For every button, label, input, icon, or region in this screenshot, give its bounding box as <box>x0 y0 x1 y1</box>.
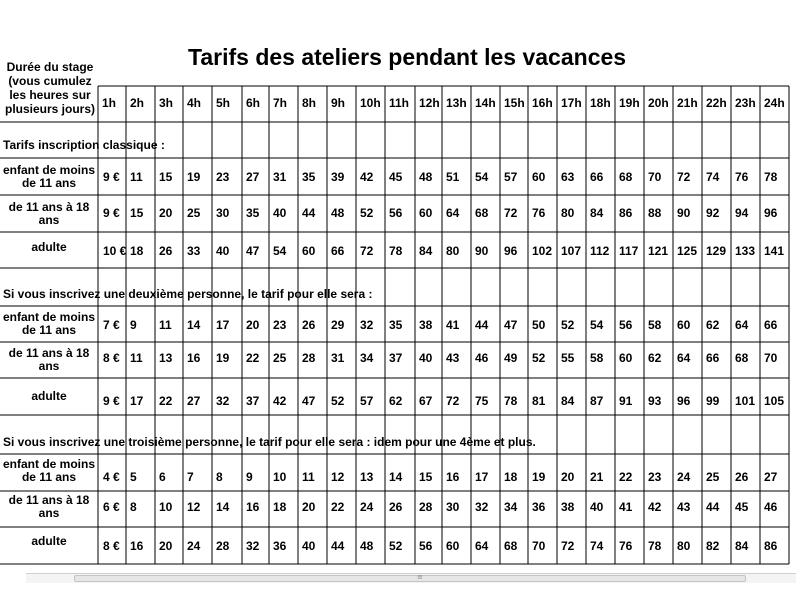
price-cell: 20 <box>246 318 260 332</box>
price-cell: 24 <box>677 470 691 484</box>
price-cell: 63 <box>561 170 575 184</box>
price-cell: 37 <box>246 394 260 408</box>
price-cell: 68 <box>735 351 749 365</box>
price-cell: 28 <box>302 351 316 365</box>
price-cell: 17 <box>216 318 230 332</box>
price-cell: 10 € <box>103 244 127 258</box>
price-cell: 11 <box>302 470 315 484</box>
price-cell: 84 <box>419 244 433 258</box>
price-cell: 81 <box>532 394 546 408</box>
price-cell: 76 <box>532 206 546 220</box>
price-cell: 21 <box>590 470 604 484</box>
price-cell: 62 <box>706 318 720 332</box>
hour-header: 21h <box>677 96 698 110</box>
hour-header: 18h <box>590 96 611 110</box>
price-cell: 72 <box>446 394 460 408</box>
price-cell: 66 <box>706 351 720 365</box>
price-cell: 14 <box>187 318 201 332</box>
price-cell: 91 <box>619 394 633 408</box>
price-cell: 47 <box>302 394 316 408</box>
price-cell: 49 <box>504 351 518 365</box>
page-title: Tarifs des ateliers pendant les vacances <box>188 44 627 70</box>
price-cell: 34 <box>360 351 374 365</box>
price-cell: 38 <box>561 500 575 514</box>
price-cell: 129 <box>706 244 727 258</box>
price-cell: 37 <box>389 351 403 365</box>
price-cell: 32 <box>246 539 260 553</box>
duration-label: Durée du stage (vous cumulez les heures sur plusieurs jours) <box>4 60 96 116</box>
price-cell: 68 <box>475 206 489 220</box>
price-cell: 30 <box>446 500 460 514</box>
row-label: adulte <box>31 534 67 548</box>
price-cell: 56 <box>419 539 433 553</box>
price-cell: 7 <box>187 470 194 484</box>
price-cell: 58 <box>590 351 604 365</box>
price-cell: 86 <box>619 206 633 220</box>
section-heading: Si vous inscrivez une deuxième personne, le tarif pour elle sera : <box>3 287 373 301</box>
price-cell: 11 <box>130 170 143 184</box>
price-cell: 42 <box>648 500 662 514</box>
price-cell: 41 <box>446 318 460 332</box>
section-heading: Si vous inscrivez une troisième personne, le tarif pour elle sera : idem pour une 4ème et plus. <box>3 435 536 449</box>
price-cell: 11 <box>159 318 172 332</box>
hour-header: 10h <box>360 96 381 110</box>
price-cell: 64 <box>677 351 691 365</box>
price-cell: 26 <box>159 244 173 258</box>
price-cell: 72 <box>561 539 575 553</box>
price-cell: 66 <box>590 170 604 184</box>
price-cell: 38 <box>419 318 433 332</box>
price-cell: 46 <box>475 351 489 365</box>
price-cell: 8 € <box>103 539 120 553</box>
price-cell: 133 <box>735 244 756 258</box>
price-cell: 66 <box>331 244 345 258</box>
price-cell: 8 <box>130 500 137 514</box>
price-cell: 70 <box>764 351 778 365</box>
price-cell: 19 <box>187 170 201 184</box>
price-cell: 60 <box>446 539 460 553</box>
price-cell: 48 <box>331 206 345 220</box>
hour-header: 1h <box>102 96 117 110</box>
price-cell: 54 <box>475 170 489 184</box>
hour-header: 12h <box>419 96 440 110</box>
price-cell: 32 <box>475 500 489 514</box>
price-cell: 72 <box>360 244 374 258</box>
price-cell: 10 <box>273 470 287 484</box>
price-cell: 43 <box>677 500 691 514</box>
price-cell: 101 <box>735 394 756 408</box>
hour-header: 15h <box>504 96 525 110</box>
price-cell: 44 <box>302 206 316 220</box>
hour-header: 2h <box>130 96 145 110</box>
hour-header: 23h <box>735 96 756 110</box>
row-label: de 11 ans à 18 ans <box>8 346 90 373</box>
hour-header: 14h <box>475 96 496 110</box>
price-cell: 40 <box>216 244 230 258</box>
price-cell: 15 <box>159 170 173 184</box>
price-cell: 90 <box>677 206 691 220</box>
price-cell: 74 <box>590 539 604 553</box>
price-cell: 78 <box>389 244 403 258</box>
price-cell: 11 <box>130 351 143 365</box>
price-cell: 78 <box>648 539 662 553</box>
price-cell: 99 <box>706 394 720 408</box>
price-cell: 60 <box>302 244 316 258</box>
price-cell: 44 <box>331 539 345 553</box>
row-label: adulte <box>31 389 67 403</box>
price-cell: 70 <box>648 170 662 184</box>
row-label: de 11 ans à 18 ans <box>8 493 90 520</box>
price-cell: 12 <box>187 500 201 514</box>
price-cell: 16 <box>246 500 260 514</box>
price-cell: 56 <box>389 206 403 220</box>
price-cell: 16 <box>187 351 201 365</box>
price-cell: 51 <box>446 170 460 184</box>
price-cell: 125 <box>677 244 698 258</box>
price-cell: 29 <box>331 318 345 332</box>
price-cell: 22 <box>331 500 345 514</box>
row-label: enfant de moins de 11 ans <box>2 163 95 190</box>
price-cell: 52 <box>532 351 546 365</box>
price-cell: 64 <box>475 539 489 553</box>
price-cell: 52 <box>360 206 374 220</box>
price-cell: 8 <box>216 470 223 484</box>
price-cell: 50 <box>532 318 546 332</box>
price-cell: 9 € <box>103 170 120 184</box>
price-cell: 7 € <box>103 318 120 332</box>
price-cell: 18 <box>504 470 518 484</box>
hour-header: 13h <box>446 96 467 110</box>
price-cell: 67 <box>419 394 433 408</box>
price-cell: 22 <box>246 351 260 365</box>
price-cell: 16 <box>130 539 144 553</box>
price-cell: 102 <box>532 244 553 258</box>
price-cell: 19 <box>216 351 230 365</box>
price-cell: 52 <box>389 539 403 553</box>
price-cell: 121 <box>648 244 669 258</box>
price-cell: 96 <box>677 394 691 408</box>
price-cell: 32 <box>216 394 230 408</box>
price-cell: 5 <box>130 470 137 484</box>
hour-header: 9h <box>331 96 346 110</box>
price-cell: 92 <box>706 206 720 220</box>
price-cell: 6 € <box>103 500 120 514</box>
price-cell: 31 <box>273 170 287 184</box>
price-cell: 57 <box>504 170 518 184</box>
price-cell: 31 <box>331 351 345 365</box>
price-cell: 28 <box>216 539 230 553</box>
price-cell: 117 <box>619 244 639 258</box>
price-cell: 35 <box>246 206 260 220</box>
price-cell: 18 <box>130 244 144 258</box>
hour-header: 11h <box>389 96 410 110</box>
price-cell: 20 <box>159 539 173 553</box>
price-cell: 74 <box>706 170 720 184</box>
price-cell: 46 <box>764 500 778 514</box>
price-cell: 55 <box>561 351 575 365</box>
price-cell: 35 <box>389 318 403 332</box>
price-cell: 60 <box>619 351 633 365</box>
price-cell: 32 <box>360 318 374 332</box>
price-cell: 13 <box>360 470 374 484</box>
price-cell: 54 <box>590 318 604 332</box>
scrollbar-thumb[interactable] <box>74 575 746 582</box>
price-cell: 78 <box>764 170 778 184</box>
price-cell: 4 € <box>103 470 120 484</box>
price-cell: 12 <box>331 470 345 484</box>
price-cell: 94 <box>735 206 749 220</box>
price-cell: 22 <box>159 394 173 408</box>
price-cell: 60 <box>532 170 546 184</box>
price-cell: 9 <box>246 470 253 484</box>
price-cell: 40 <box>419 351 433 365</box>
price-cell: 52 <box>331 394 345 408</box>
price-cell: 17 <box>475 470 489 484</box>
price-cell: 27 <box>764 470 778 484</box>
price-cell: 9 <box>130 318 137 332</box>
price-cell: 25 <box>706 470 720 484</box>
price-cell: 68 <box>619 170 633 184</box>
row-label: enfant de moins de 11 ans <box>2 457 95 484</box>
price-cell: 30 <box>216 206 230 220</box>
price-cell: 76 <box>735 170 749 184</box>
price-cell: 14 <box>216 500 230 514</box>
hour-header: 7h <box>273 96 288 110</box>
price-cell: 25 <box>273 351 287 365</box>
price-cell: 13 <box>159 351 173 365</box>
price-cell: 96 <box>504 244 518 258</box>
price-cell: 17 <box>130 394 144 408</box>
price-cell: 23 <box>216 170 230 184</box>
price-cell: 76 <box>619 539 633 553</box>
price-cell: 52 <box>561 318 575 332</box>
price-cell: 56 <box>619 318 633 332</box>
hour-header: 8h <box>302 96 317 110</box>
price-cell: 20 <box>302 500 316 514</box>
price-cell: 141 <box>764 244 785 258</box>
price-cell: 45 <box>735 500 749 514</box>
price-cell: 64 <box>446 206 460 220</box>
price-cell: 42 <box>273 394 287 408</box>
price-cell: 23 <box>648 470 662 484</box>
price-cell: 54 <box>273 244 287 258</box>
hour-header: 17h <box>561 96 582 110</box>
price-cell: 107 <box>561 244 582 258</box>
price-cell: 62 <box>389 394 403 408</box>
price-cell: 36 <box>532 500 546 514</box>
price-cell: 24 <box>187 539 201 553</box>
scrollbar-grip-icon: ≡ <box>417 573 423 581</box>
price-cell: 75 <box>475 394 489 408</box>
price-cell: 80 <box>446 244 460 258</box>
price-cell: 19 <box>532 470 546 484</box>
price-cell: 44 <box>475 318 489 332</box>
price-cell: 84 <box>590 206 604 220</box>
price-cell: 9 € <box>103 394 120 408</box>
price-cell: 6 <box>159 470 166 484</box>
price-cell: 23 <box>273 318 287 332</box>
horizontal-scrollbar[interactable] <box>26 573 796 583</box>
price-cell: 84 <box>561 394 575 408</box>
price-cell: 47 <box>504 318 518 332</box>
price-cell: 57 <box>360 394 374 408</box>
price-cell: 64 <box>735 318 749 332</box>
price-cell: 35 <box>302 170 316 184</box>
price-cell: 87 <box>590 394 604 408</box>
price-cell: 80 <box>677 539 691 553</box>
price-cell: 18 <box>273 500 287 514</box>
price-cell: 24 <box>360 500 374 514</box>
hour-header: 22h <box>706 96 727 110</box>
hour-header: 20h <box>648 96 669 110</box>
price-cell: 26 <box>735 470 749 484</box>
price-cell: 36 <box>273 539 287 553</box>
hour-header: 16h <box>532 96 553 110</box>
section-heading: Tarifs inscription classique : <box>3 138 165 152</box>
price-cell: 70 <box>532 539 546 553</box>
price-cell: 47 <box>246 244 260 258</box>
price-cell: 8 € <box>103 351 120 365</box>
price-cell: 82 <box>706 539 720 553</box>
price-cell: 80 <box>561 206 575 220</box>
price-cell: 27 <box>187 394 201 408</box>
price-cell: 58 <box>648 318 662 332</box>
hour-header: 5h <box>216 96 231 110</box>
price-cell: 40 <box>302 539 316 553</box>
price-cell: 48 <box>360 539 374 553</box>
price-cell: 22 <box>619 470 633 484</box>
row-label: de 11 ans à 18 ans <box>8 200 90 227</box>
price-cell: 72 <box>504 206 518 220</box>
price-cell: 90 <box>475 244 489 258</box>
price-cell: 66 <box>764 318 778 332</box>
price-cell: 26 <box>389 500 403 514</box>
price-cell: 41 <box>619 500 633 514</box>
row-label: adulte <box>31 240 67 254</box>
price-cell: 60 <box>419 206 433 220</box>
price-cell: 15 <box>130 206 144 220</box>
price-cell: 68 <box>504 539 518 553</box>
price-cell: 72 <box>677 170 691 184</box>
price-cell: 112 <box>590 244 610 258</box>
price-cell: 26 <box>302 318 316 332</box>
hour-header: 24h <box>764 96 785 110</box>
price-cell: 43 <box>446 351 460 365</box>
hour-header: 6h <box>246 96 261 110</box>
price-cell: 25 <box>187 206 201 220</box>
price-cell: 20 <box>561 470 575 484</box>
price-cell: 44 <box>706 500 720 514</box>
price-cell: 27 <box>246 170 260 184</box>
price-cell: 96 <box>764 206 778 220</box>
price-cell: 40 <box>590 500 604 514</box>
price-cell: 62 <box>648 351 662 365</box>
price-cell: 84 <box>735 539 749 553</box>
price-cell: 105 <box>764 394 785 408</box>
price-cell: 39 <box>331 170 345 184</box>
price-cell: 42 <box>360 170 374 184</box>
price-cell: 60 <box>677 318 691 332</box>
price-cell: 28 <box>419 500 433 514</box>
hour-header: 3h <box>159 96 174 110</box>
price-cell: 10 <box>159 500 173 514</box>
hour-header: 19h <box>619 96 640 110</box>
hour-header: 4h <box>187 96 202 110</box>
price-cell: 33 <box>187 244 201 258</box>
price-cell: 45 <box>389 170 403 184</box>
price-cell: 88 <box>648 206 662 220</box>
price-cell: 34 <box>504 500 518 514</box>
price-cell: 20 <box>159 206 173 220</box>
price-cell: 48 <box>419 170 433 184</box>
price-cell: 14 <box>389 470 403 484</box>
price-cell: 86 <box>764 539 778 553</box>
row-label: enfant de moins de 11 ans <box>2 310 95 337</box>
price-cell: 15 <box>419 470 433 484</box>
price-cell: 40 <box>273 206 287 220</box>
price-cell: 93 <box>648 394 662 408</box>
price-cell: 9 € <box>103 206 120 220</box>
price-cell: 78 <box>504 394 518 408</box>
price-cell: 16 <box>446 470 460 484</box>
